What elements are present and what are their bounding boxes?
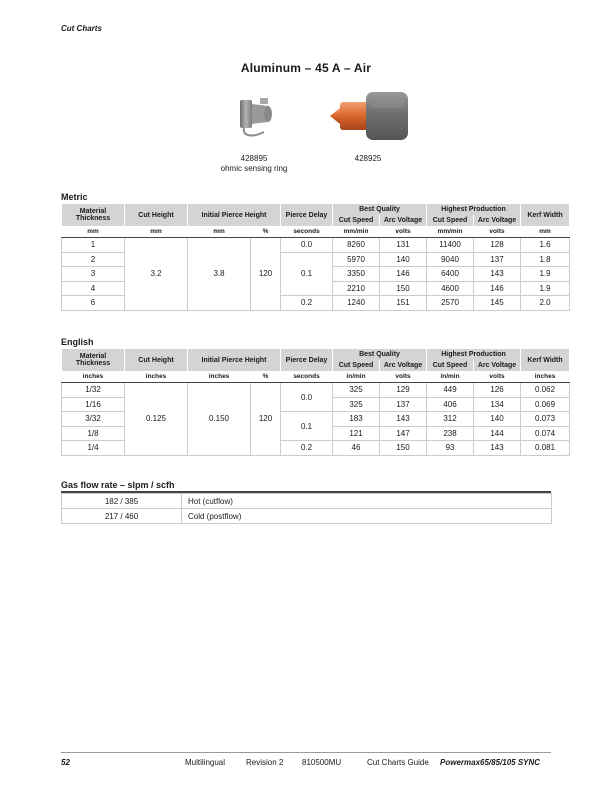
bq-speed-cell: 2210 [333, 281, 380, 296]
hp-speed-cell: 11400 [427, 238, 474, 253]
units-row [62, 371, 570, 383]
thickness-cell: 1/32 [62, 383, 125, 398]
pierce-delay-cell: 0.1 [281, 252, 333, 296]
hp-voltage-cell: 145 [474, 296, 521, 311]
bq-voltage-cell: 129 [380, 383, 427, 398]
hp-speed-cell: 4600 [427, 281, 474, 296]
col-arc-voltage: Arc Voltage [474, 360, 521, 371]
bq-voltage-cell: 137 [380, 397, 427, 412]
unit: inches [125, 371, 188, 383]
parts-figure [0, 84, 612, 184]
table-row [62, 494, 552, 509]
pierce-percent-cell: 120 [251, 238, 281, 311]
unit: mm [188, 226, 251, 238]
hp-speed-cell: 2570 [427, 296, 474, 311]
bq-voltage-cell: 151 [380, 296, 427, 311]
thickness-cell: 1/16 [62, 397, 125, 412]
bq-speed-cell: 46 [333, 441, 380, 456]
hp-speed-cell: 93 [427, 441, 474, 456]
col-highest-production: Highest Production [427, 349, 521, 360]
bq-voltage-cell: 150 [380, 441, 427, 456]
hp-voltage-cell: 140 [474, 412, 521, 427]
english-heading: English [61, 337, 94, 347]
ohmic-ring-image [234, 92, 280, 142]
col-kerf-width: Kerf Width [521, 349, 570, 371]
hp-voltage-cell: 128 [474, 238, 521, 253]
thickness-cell: 3/32 [62, 412, 125, 427]
unit: mm/min [333, 226, 380, 238]
footer-guide-name: Cut Charts Guide [367, 758, 429, 767]
part-name: ohmic sensing ring [220, 164, 288, 173]
col-highest-production: Highest Production [427, 204, 521, 215]
table-row [62, 509, 552, 524]
metric-heading: Metric [61, 192, 88, 202]
part-label-ohmic [214, 154, 294, 174]
metric-table [61, 204, 570, 311]
units-row [62, 226, 570, 238]
kerf-cell: 0.074 [521, 426, 570, 441]
col-material-thickness: Material Thickness [62, 349, 125, 371]
cut-height-cell: 3.2 [125, 238, 188, 311]
pierce-height-cell: 3.8 [188, 238, 251, 311]
col-arc-voltage: Arc Voltage [380, 215, 427, 226]
nozzle-retaining-cap-image [326, 88, 410, 144]
col-cut-speed: Cut Speed [427, 215, 474, 226]
hp-voltage-cell: 146 [474, 281, 521, 296]
kerf-cell: 1.9 [521, 267, 570, 282]
footer-language: Multilingual [185, 758, 226, 767]
hp-voltage-cell: 143 [474, 267, 521, 282]
table-row [62, 238, 570, 253]
pierce-delay-cell: 0.2 [281, 441, 333, 456]
col-material-thickness: Material Thickness [62, 204, 125, 226]
bq-voltage-cell: 150 [380, 281, 427, 296]
unit: seconds [281, 371, 333, 383]
unit: % [251, 226, 281, 238]
bq-speed-cell: 183 [333, 412, 380, 427]
hp-voltage-cell: 126 [474, 383, 521, 398]
footer-revision: Revision 2 [246, 758, 284, 767]
thickness-cell: 1/4 [62, 441, 125, 456]
bq-speed-cell: 5970 [333, 252, 380, 267]
bq-voltage-cell: 147 [380, 426, 427, 441]
unit: inches [62, 371, 125, 383]
unit: inches [188, 371, 251, 383]
unit: seconds [281, 226, 333, 238]
thickness-cell: 6 [62, 296, 125, 311]
unit: % [251, 371, 281, 383]
col-best-quality: Best Quality [333, 349, 427, 360]
unit: volts [380, 226, 427, 238]
col-arc-voltage: Arc Voltage [474, 215, 521, 226]
hp-speed-cell: 238 [427, 426, 474, 441]
unit: volts [474, 371, 521, 383]
kerf-cell: 2.0 [521, 296, 570, 311]
unit: inches [521, 371, 570, 383]
kerf-cell: 0.073 [521, 412, 570, 427]
kerf-cell: 1.8 [521, 252, 570, 267]
bq-speed-cell: 325 [333, 397, 380, 412]
col-initial-pierce-height: Initial Pierce Height [188, 349, 281, 371]
hp-speed-cell: 312 [427, 412, 474, 427]
pierce-delay-cell: 0.0 [281, 238, 333, 253]
col-best-quality: Best Quality [333, 204, 427, 215]
col-cut-speed: Cut Speed [427, 360, 474, 371]
col-cut-height: Cut Height [125, 204, 188, 226]
col-arc-voltage: Arc Voltage [380, 360, 427, 371]
kerf-cell: 0.062 [521, 383, 570, 398]
part-number: 428895 [240, 154, 268, 163]
bq-voltage-cell: 131 [380, 238, 427, 253]
thickness-cell: 3 [62, 267, 125, 282]
bq-speed-cell: 121 [333, 426, 380, 441]
col-pierce-delay: Pierce Delay [281, 204, 333, 226]
col-cut-height: Cut Height [125, 349, 188, 371]
footer-part-number: 810500MU [302, 758, 342, 767]
bq-speed-cell: 8260 [333, 238, 380, 253]
pierce-height-cell: 0.150 [188, 383, 251, 456]
col-kerf-width: Kerf Width [521, 204, 570, 226]
unit: mm [62, 226, 125, 238]
page-number: 52 [61, 758, 70, 767]
hp-speed-cell: 6400 [427, 267, 474, 282]
hp-voltage-cell: 144 [474, 426, 521, 441]
unit: mm/min [427, 226, 474, 238]
bq-voltage-cell: 140 [380, 252, 427, 267]
kerf-cell: 1.6 [521, 238, 570, 253]
kerf-cell: 1.9 [521, 281, 570, 296]
unit: in/min [427, 371, 474, 383]
table-row [62, 383, 570, 398]
hp-voltage-cell: 137 [474, 252, 521, 267]
unit: mm [125, 226, 188, 238]
bq-speed-cell: 3350 [333, 267, 380, 282]
bq-voltage-cell: 146 [380, 267, 427, 282]
col-cut-speed: Cut Speed [333, 215, 380, 226]
unit: volts [474, 226, 521, 238]
hp-voltage-cell: 134 [474, 397, 521, 412]
pierce-delay-cell: 0.2 [281, 296, 333, 311]
kerf-cell: 0.069 [521, 397, 570, 412]
hp-speed-cell: 9040 [427, 252, 474, 267]
cut-height-cell: 0.125 [125, 383, 188, 456]
bq-speed-cell: 325 [333, 383, 380, 398]
unit: volts [380, 371, 427, 383]
hp-speed-cell: 449 [427, 383, 474, 398]
pierce-delay-cell: 0.0 [281, 383, 333, 412]
footer-product: Powermax65/85/105 SYNC [440, 758, 541, 767]
part-number: 428925 [354, 154, 382, 163]
kerf-cell: 0.081 [521, 441, 570, 456]
pierce-percent-cell: 120 [251, 383, 281, 456]
page-title: Aluminum – 45 A – Air [240, 61, 372, 75]
bq-speed-cell: 1240 [333, 296, 380, 311]
gas-rate-cell: 182 / 385 [62, 494, 182, 509]
section-tag: Cut Charts [61, 24, 102, 33]
gas-desc-cell: Cold (postflow) [182, 509, 552, 524]
unit: in/min [333, 371, 380, 383]
gas-rate-cell: 217 / 460 [62, 509, 182, 524]
english-table [61, 349, 570, 456]
gas-flow-table [61, 493, 552, 524]
thickness-cell: 2 [62, 252, 125, 267]
col-cut-speed: Cut Speed [333, 360, 380, 371]
unit: mm [521, 226, 570, 238]
thickness-cell: 1 [62, 238, 125, 253]
hp-voltage-cell: 143 [474, 441, 521, 456]
bq-voltage-cell: 143 [380, 412, 427, 427]
pierce-delay-cell: 0.1 [281, 412, 333, 441]
thickness-cell: 1/8 [62, 426, 125, 441]
gas-flow-heading: Gas flow rate – slpm / scfh [61, 480, 175, 490]
thickness-cell: 4 [62, 281, 125, 296]
footer-rule [61, 752, 551, 753]
col-initial-pierce-height: Initial Pierce Height [188, 204, 281, 226]
hp-speed-cell: 406 [427, 397, 474, 412]
col-pierce-delay: Pierce Delay [281, 349, 333, 371]
part-label-nozzle [338, 154, 398, 164]
gas-desc-cell: Hot (cutflow) [182, 494, 552, 509]
